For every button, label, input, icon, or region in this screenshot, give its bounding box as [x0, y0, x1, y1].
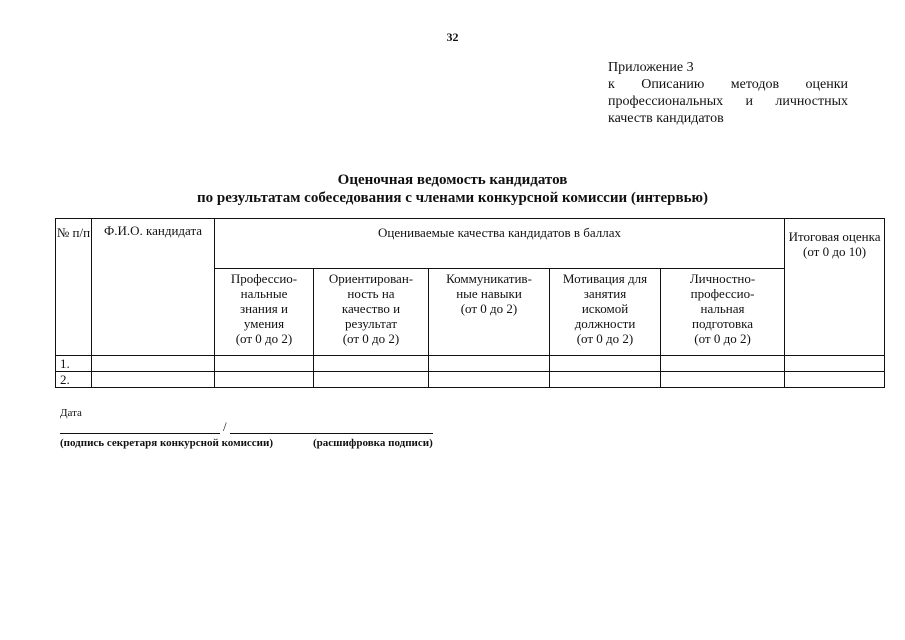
signature-line	[60, 433, 220, 434]
appendix-line-4: качеств кандидатов	[608, 111, 724, 126]
table-cell	[429, 372, 550, 388]
page-number: 32	[446, 30, 459, 44]
subheader-quality-orientation: Ориентирован- ность на качество и результат (от 0 до 2)	[314, 269, 429, 356]
appendix-reference	[608, 59, 848, 127]
subheader-communication-skills: Коммуникатив- ные навыки (от 0 до 2)	[429, 269, 550, 356]
appendix-line-3: профессиональных и личностных	[608, 94, 848, 109]
table-cell	[550, 356, 661, 372]
row-number: 2.	[56, 372, 92, 388]
table-row	[56, 356, 885, 372]
table-row	[56, 372, 885, 388]
table-cell	[550, 372, 661, 388]
header-evaluated-qualities: Оцениваемые качества кандидатов в баллах	[215, 219, 785, 269]
table-cell	[785, 356, 885, 372]
header-row-number: № п/п	[56, 219, 92, 356]
subheader-professional-knowledge: Профессио- нальные знания и умения (от 0 до 2)	[215, 269, 314, 356]
signature-decoding-line	[230, 433, 433, 434]
header-final-score: Итоговая оценка (от 0 до 10)	[785, 219, 885, 356]
document-title: Оценочная ведомость кандидатов	[337, 172, 568, 188]
signature-separator: /	[223, 419, 227, 434]
table-cell	[92, 372, 215, 388]
header-candidate-name: Ф.И.О. кандидата	[92, 219, 215, 356]
appendix-line-2: к Описанию методов оценки	[608, 77, 848, 92]
table-cell	[661, 372, 785, 388]
signature-caption: (подпись секретаря конкурсной комиссии)	[60, 437, 274, 449]
table-cell	[661, 356, 785, 372]
appendix-line-1: Приложение 3	[608, 60, 694, 75]
subheader-motivation: Мотивация для занятия искомой должности (от 0 до 2)	[550, 269, 661, 356]
row-number: 1.	[56, 356, 92, 372]
table-cell	[314, 356, 429, 372]
document-subtitle: по результатам собеседования с членами конкурсной комиссии (интервью)	[196, 190, 708, 206]
score-table	[55, 218, 885, 388]
table-cell	[92, 356, 215, 372]
table-cell	[215, 356, 314, 372]
table-cell	[785, 372, 885, 388]
table-cell	[215, 372, 314, 388]
table-cell	[429, 356, 550, 372]
subheader-personal-training: Личностно- профессио- нальная подготовка (от 0 до 2)	[661, 269, 785, 356]
decoding-caption: (расшифровка подписи)	[313, 437, 433, 449]
date-label: Дата	[60, 407, 82, 419]
table-cell	[314, 372, 429, 388]
